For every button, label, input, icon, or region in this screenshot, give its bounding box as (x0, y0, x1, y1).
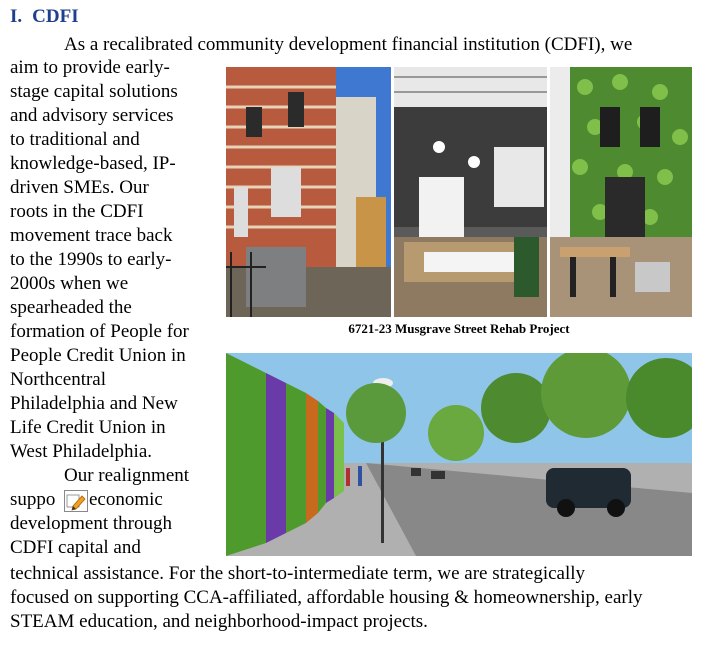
text-line: focused on supporting CCA-affiliated, affordable housing & homeownership, early (10, 587, 643, 608)
intro-first-line: As a recalibrated community development financial institution (CDFI), we (64, 34, 633, 55)
text-line: technical assistance. For the short-to-intermediate term, we are strategically (10, 563, 586, 584)
section-number: I. (10, 6, 23, 27)
text-line: CDFI capital and (10, 537, 141, 558)
section-heading (10, 6, 79, 28)
text-line: stage capital solutions (10, 81, 178, 102)
pencil-edit-icon[interactable] (64, 490, 88, 512)
text-line: to traditional and (10, 129, 140, 150)
text-line: and advisory services (10, 105, 174, 126)
text-line: knowledge-based, IP- (10, 153, 176, 174)
studio-interior-photo (394, 67, 547, 317)
text-line: Our realignment (64, 465, 190, 486)
section-title: CDFI (32, 6, 79, 27)
text-line: to the 1990s to early- (10, 249, 172, 270)
text-line: People Credit Union in (10, 345, 186, 366)
green-wall-cafe-photo (550, 67, 692, 317)
text-line: Philadelphia and New (10, 393, 178, 414)
text-line: development through (10, 513, 172, 534)
street-rendering-photo (226, 353, 692, 556)
text-line: movement trace back (10, 225, 173, 246)
text-line: Northcentral (10, 369, 107, 390)
text-line: aim to provide early- (10, 57, 170, 78)
text-line: STEAM education, and neighborhood-impact projects. (10, 611, 428, 632)
text-line: West Philadelphia. (10, 441, 152, 462)
text-line: driven SMEs. Our (10, 177, 149, 198)
text-line: spearheaded the (10, 297, 132, 318)
text-line: roots in the CDFI (10, 201, 144, 222)
brick-building-photo (226, 67, 391, 317)
photo-caption: 6721-23 Musgrave Street Rehab Project (348, 321, 570, 336)
text-line: 2000s when we (10, 273, 129, 294)
text-line: formation of People for (10, 321, 189, 342)
text-line: suppo (10, 489, 56, 510)
text-line: economic (89, 489, 163, 510)
text-line: Life Credit Union in (10, 417, 166, 438)
